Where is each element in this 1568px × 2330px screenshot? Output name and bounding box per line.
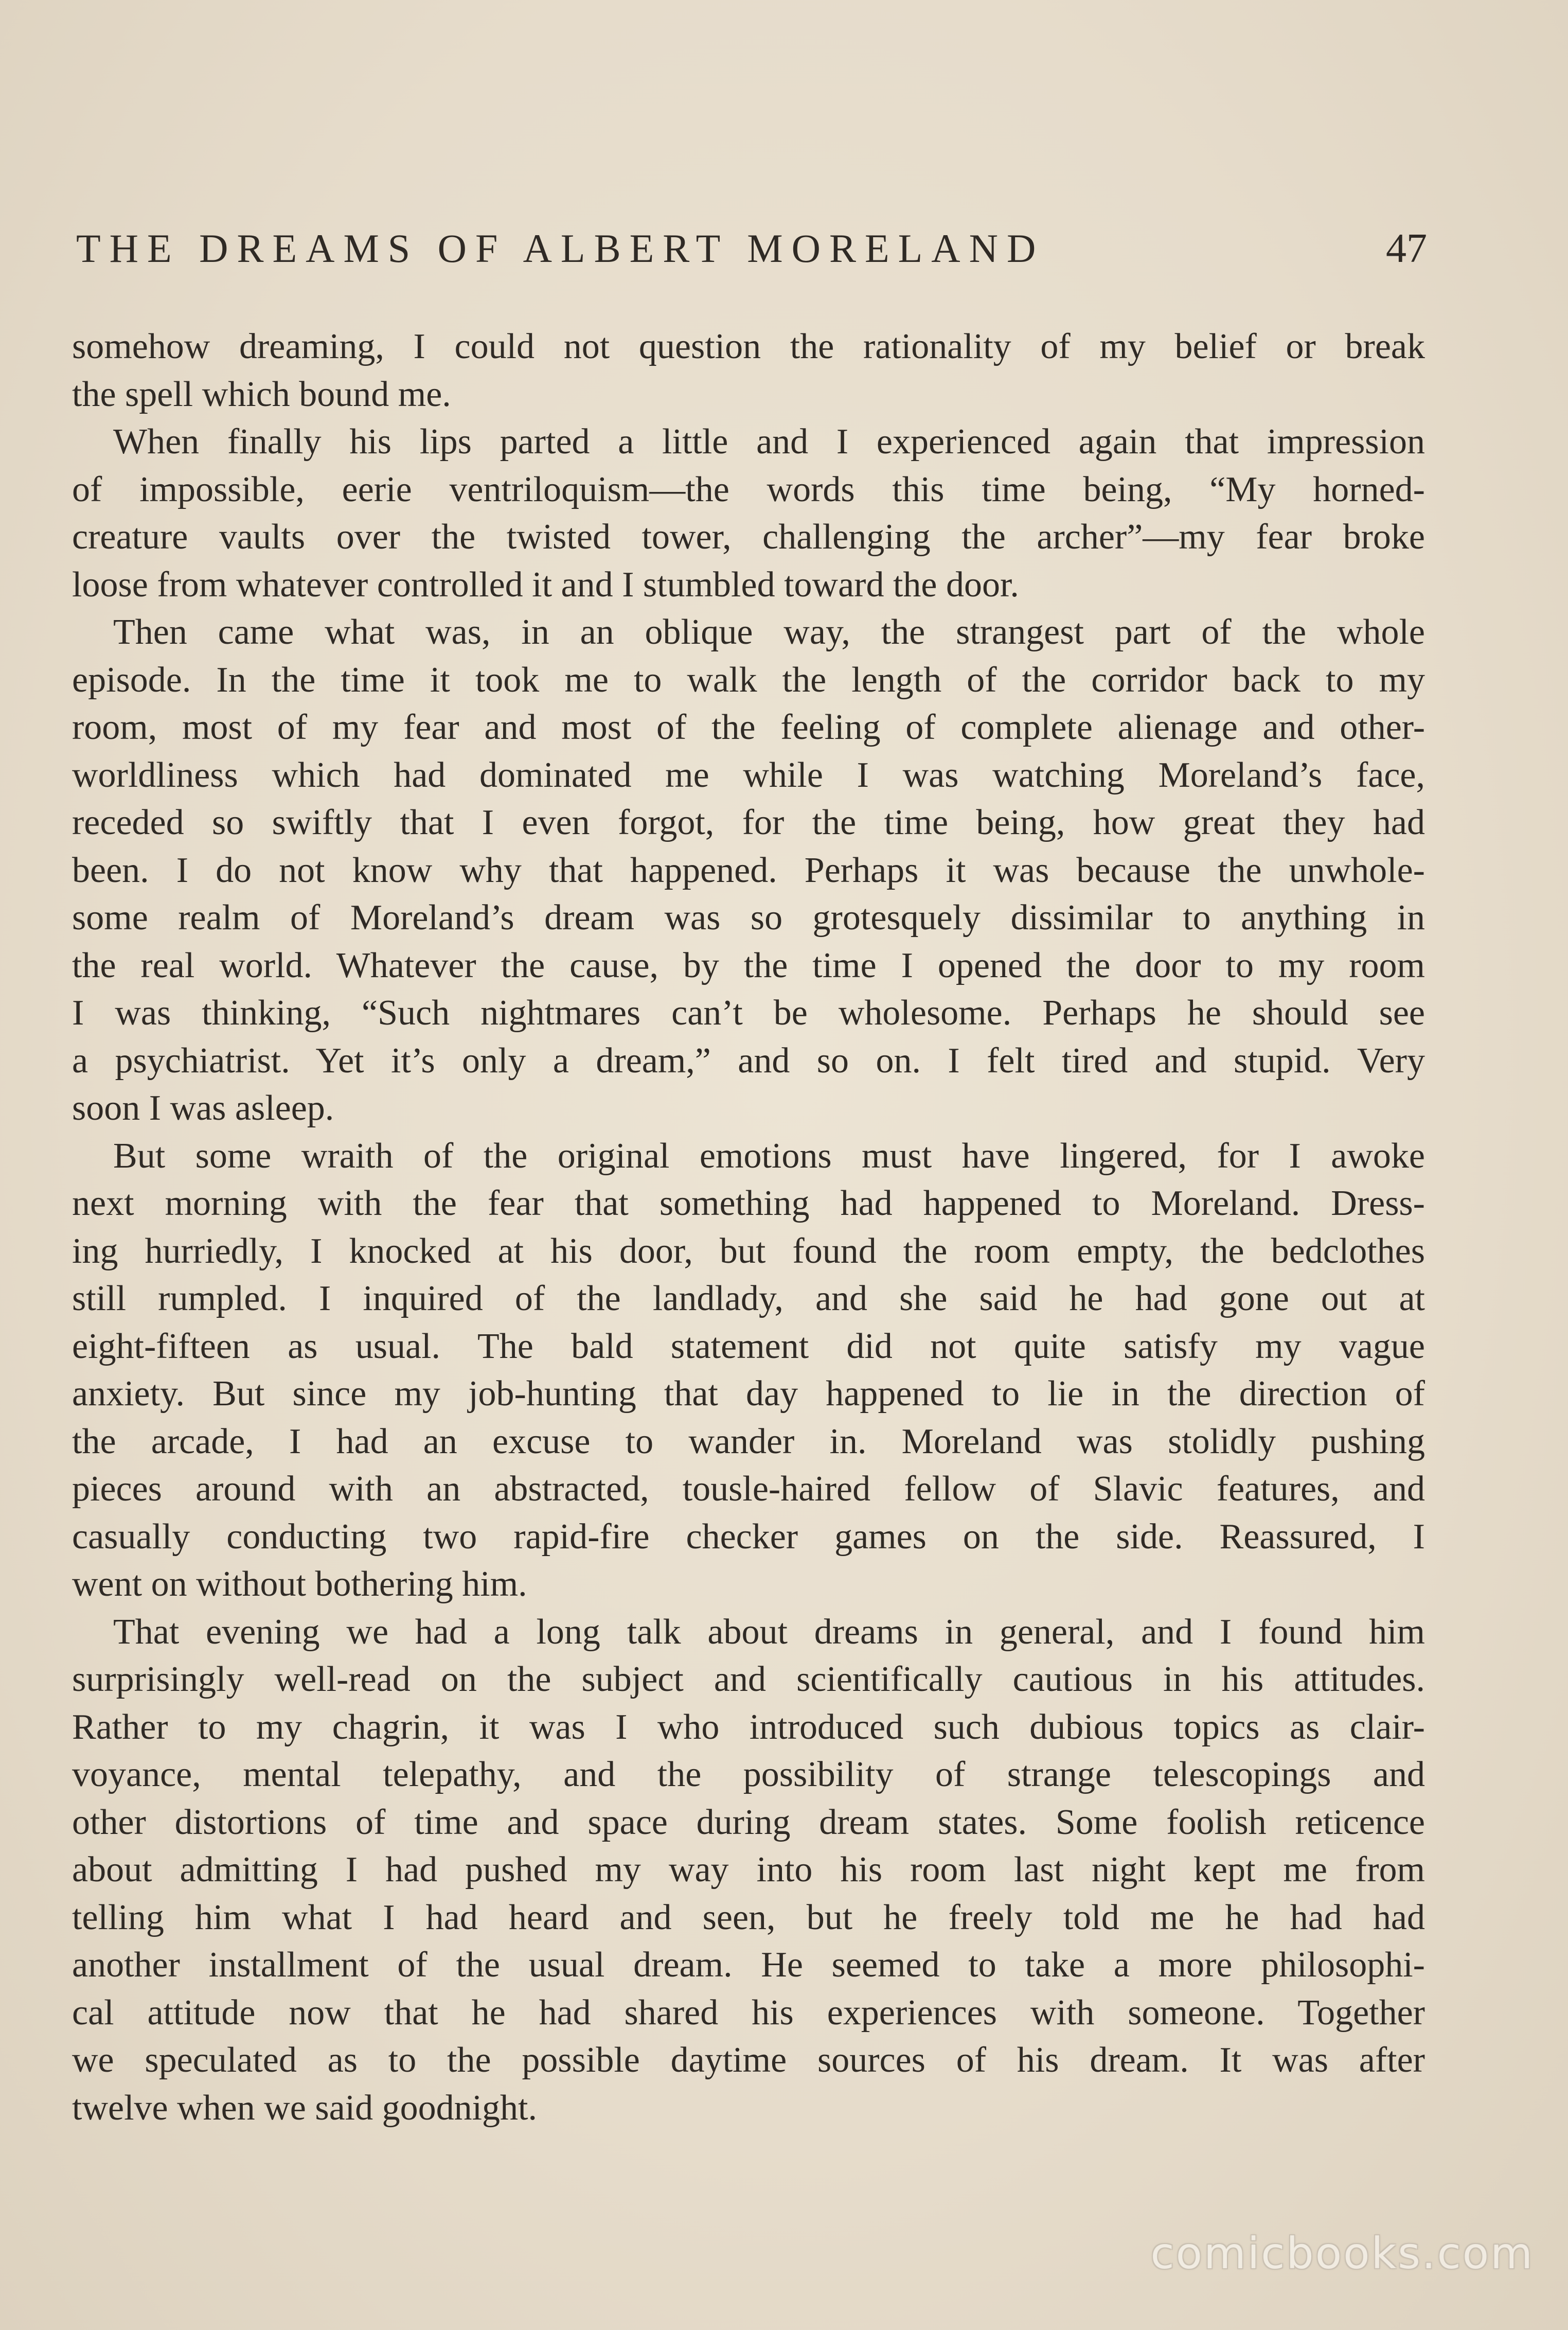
paragraph bbox=[72, 1609, 1425, 2132]
text-line: surprisingly well-read on the subject and scientifically cautious in his attitudes. bbox=[72, 1660, 1425, 1699]
text-line: room, most of my fear and most of the feeling of complete alienage and other- bbox=[72, 708, 1425, 747]
text-line: somehow dreaming, I could not question the rationality of my belief or break bbox=[72, 327, 1425, 366]
text-line: some realm of Moreland’s dream was so grotesquely dissimilar to anything in bbox=[72, 898, 1425, 938]
paragraph bbox=[72, 323, 1425, 418]
text-line: the arcade, I had an excuse to wander in. Moreland was stolidly pushing bbox=[72, 1421, 1425, 1461]
text-line: went on without bothering him. bbox=[72, 1564, 527, 1604]
text-line: next morning with the fear that something had happened to Moreland. Dress- bbox=[72, 1184, 1425, 1223]
text-line: I was thinking, “Such nightmares can’t be wholesome. Perhaps he should see bbox=[72, 993, 1425, 1033]
body-text bbox=[72, 323, 1425, 2132]
text-line: anxiety. But since my job-hunting that day happened to lie in the direction of bbox=[72, 1374, 1425, 1414]
text-line: That evening we had a long talk about dreams in general, and I found him bbox=[113, 1612, 1425, 1652]
text-line: telling him what I had heard and seen, but he freely told me he had had bbox=[72, 1897, 1425, 1937]
text-line: the real world. Whatever the cause, by the time I opened the door to my room bbox=[72, 945, 1425, 985]
text-line: creature vaults over the twisted tower, challenging the archer”—my fear broke bbox=[72, 517, 1425, 557]
running-head-title: THE DREAMS OF ALBERT MORELAND bbox=[76, 226, 1045, 271]
text-line: we speculated as to the possible daytime sources of his dream. It was after bbox=[72, 2040, 1425, 2080]
text-line: But some wraith of the original emotions must have lingered, for I awoke bbox=[113, 1136, 1425, 1176]
text-line: eight-fifteen as usual. The bald statement did not quite satisfy my vague bbox=[72, 1326, 1425, 1366]
paragraph bbox=[72, 418, 1425, 609]
running-head bbox=[76, 216, 1427, 288]
text-line: the spell which bound me. bbox=[72, 374, 451, 414]
text-line: voyance, mental telepathy, and the possibility of strange telescopings and bbox=[72, 1755, 1425, 1794]
text-line: another installment of the usual dream. He seemed to take a more philosophi- bbox=[72, 1945, 1425, 1985]
text-line: twelve when we said goodnight. bbox=[72, 2088, 537, 2128]
text-line: receded so swiftly that I even forgot, for the time being, how great they had bbox=[72, 803, 1425, 842]
text-line: about admitting I had pushed my way into his room last night kept me from bbox=[72, 1850, 1425, 1890]
text-line: been. I do not know why that happened. Perhaps it was because the unwhole- bbox=[72, 850, 1425, 890]
text-line: of impossible, eerie ventriloquism—the words this time being, “My horned- bbox=[72, 469, 1425, 509]
text-line: other distortions of time and space during dream states. Some foolish reticence bbox=[72, 1802, 1425, 1842]
text-line: loose from whatever controlled it and I stumbled toward the door. bbox=[72, 564, 1019, 605]
text-line: cal attitude now that he had shared his experiences with someone. Together bbox=[72, 1992, 1425, 2033]
text-line: a psychiatrist. Yet it’s only a dream,” and so on. I felt tired and stupid. Very bbox=[72, 1040, 1425, 1081]
text-line: soon I was asleep. bbox=[72, 1088, 334, 1128]
text-line: When finally his lips parted a little and I experienced again that impression bbox=[113, 422, 1425, 462]
text-line: Then came what was, in an oblique way, the strangest part of the whole bbox=[113, 612, 1425, 652]
paragraph bbox=[72, 1133, 1425, 1609]
text-line: worldliness which had dominated me while I was watching Moreland’s face, bbox=[72, 755, 1425, 795]
text-line: casually conducting two rapid-fire checker games on the side. Reassured, I bbox=[72, 1516, 1425, 1557]
paragraph bbox=[72, 609, 1425, 1133]
text-line: Rather to my chagrin, it was I who introduced such dubious topics as clair- bbox=[72, 1707, 1425, 1747]
text-line: episode. In the time it took me to walk the length of the corridor back to my bbox=[72, 660, 1425, 700]
text-line: pieces around with an abstracted, tousle-haired fellow of Slavic features, and bbox=[72, 1469, 1425, 1509]
text-line: still rumpled. I inquired of the landlady, and she said he had gone out at bbox=[72, 1279, 1425, 1318]
page-number: 47 bbox=[1386, 226, 1427, 271]
watermark-logo: comicbooks.com bbox=[1150, 2228, 1534, 2279]
text-line: ing hurriedly, I knocked at his door, but found the room empty, the bedclothes bbox=[72, 1231, 1425, 1271]
